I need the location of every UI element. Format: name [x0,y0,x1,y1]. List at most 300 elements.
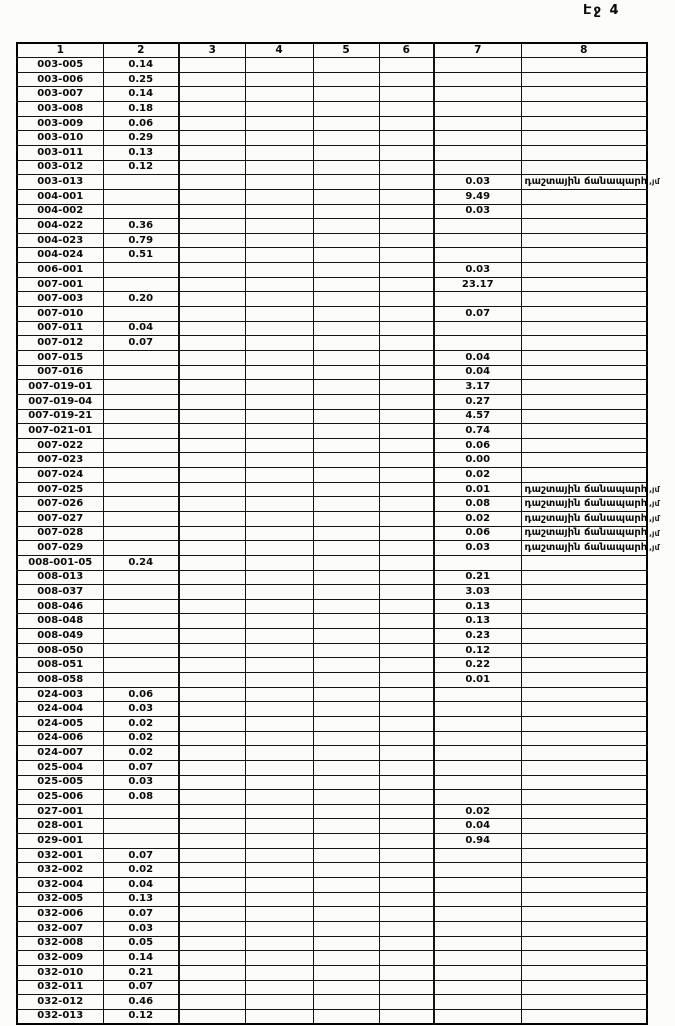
cell-col2: 0.14 [103,58,179,73]
cell-col7 [434,702,521,717]
cell-col6 [379,58,434,73]
cell-col2 [103,277,179,292]
cell-col7 [434,72,521,87]
cell-col1: 003-006 [17,72,103,87]
cell-col6 [379,263,434,278]
table-row [17,599,647,614]
cell-col2: 0.07 [103,980,179,995]
table-row [17,380,647,395]
table-row [17,643,647,658]
cell-col3 [179,585,245,600]
cell-col4 [245,614,313,629]
cell-col8 [521,570,647,585]
cell-col3 [179,965,245,980]
cell-col5 [313,394,379,409]
cell-col4 [245,716,313,731]
cell-col5 [313,980,379,995]
cell-col2 [103,365,179,380]
cell-col7 [434,760,521,775]
table-row [17,219,647,234]
cell-col1: 007-012 [17,336,103,351]
cell-col7 [434,995,521,1010]
cell-col8 [521,980,647,995]
cell-col2 [103,350,179,365]
cell-col4 [245,394,313,409]
cell-col4 [245,687,313,702]
cell-col3 [179,87,245,102]
table-row [17,336,647,351]
cell-col5 [313,921,379,936]
cell-col1: 008-001-05 [17,555,103,570]
cell-col7 [434,160,521,175]
cell-col4 [245,102,313,117]
column-header-3: 3 [179,43,245,58]
cell-col7: 0.13 [434,614,521,629]
cell-col7: 0.03 [434,541,521,556]
cell-col2 [103,204,179,219]
cell-col2 [103,673,179,688]
cell-col5 [313,892,379,907]
cell-col1: 007-015 [17,350,103,365]
cell-col4 [245,746,313,761]
cell-col6 [379,995,434,1010]
cell-col7 [434,145,521,160]
cell-col3 [179,907,245,922]
cell-col6 [379,687,434,702]
cell-col5 [313,716,379,731]
cell-col8 [521,307,647,322]
cell-col5 [313,438,379,453]
cell-col7 [434,775,521,790]
cell-col4 [245,834,313,849]
cell-col6 [379,102,434,117]
cell-col3 [179,790,245,805]
table-row [17,585,647,600]
cell-col8: դաշտային ճանապարհ ,յմ [521,512,647,527]
page-number-label: Էջ 4 [583,3,621,18]
cell-col5 [313,863,379,878]
cell-col1: 032-002 [17,863,103,878]
cell-col8 [521,892,647,907]
cell-col4 [245,526,313,541]
cell-col8 [521,804,647,819]
cell-col8 [521,160,647,175]
cell-col4 [245,512,313,527]
cell-col7: 0.04 [434,365,521,380]
table-row [17,658,647,673]
cell-col5 [313,907,379,922]
cell-col8 [521,760,647,775]
table-row [17,204,647,219]
cell-col5 [313,131,379,146]
table-row [17,453,647,468]
cell-col5 [313,673,379,688]
cell-col3 [179,629,245,644]
cell-col6 [379,878,434,893]
table-row [17,687,647,702]
cell-col5 [313,629,379,644]
cell-col2 [103,263,179,278]
cell-col7: 0.12 [434,643,521,658]
cell-col3 [179,951,245,966]
cell-col6 [379,160,434,175]
cell-col6 [379,526,434,541]
table-row [17,570,647,585]
cell-col6 [379,204,434,219]
cell-col6 [379,116,434,131]
cell-col2 [103,643,179,658]
cell-col1: 007-026 [17,497,103,512]
cell-col6 [379,921,434,936]
cell-col8 [521,936,647,951]
table-row [17,248,647,263]
cell-col3 [179,980,245,995]
column-header-1: 1 [17,43,103,58]
cell-col4 [245,72,313,87]
cell-col7: 0.02 [434,468,521,483]
cell-col2 [103,599,179,614]
cell-col8 [521,87,647,102]
cell-col5 [313,1009,379,1024]
cell-col2 [103,189,179,204]
cell-col2: 0.04 [103,321,179,336]
cell-col8 [521,233,647,248]
cell-col6 [379,453,434,468]
table-row [17,965,647,980]
cell-col8 [521,380,647,395]
cell-col3 [179,921,245,936]
cell-col5 [313,58,379,73]
cell-col7: 9.49 [434,189,521,204]
column-header-7: 7 [434,43,521,58]
cell-col7: 0.02 [434,512,521,527]
cell-col2: 0.02 [103,863,179,878]
cell-col8 [521,72,647,87]
cell-col5 [313,145,379,160]
cell-col7 [434,58,521,73]
cell-col7 [434,292,521,307]
cell-col3 [179,687,245,702]
table-row [17,175,647,190]
cell-col2 [103,585,179,600]
cell-col8 [521,585,647,600]
cell-col8 [521,731,647,746]
cell-col1: 007-010 [17,307,103,322]
cell-col1: 032-008 [17,936,103,951]
cell-col1: 003-009 [17,116,103,131]
cell-col6 [379,643,434,658]
cell-col3 [179,512,245,527]
cell-col7: 0.21 [434,570,521,585]
cell-col6 [379,292,434,307]
cell-col3 [179,204,245,219]
column-header-5: 5 [313,43,379,58]
cell-col4 [245,277,313,292]
cell-col4 [245,658,313,673]
cell-col5 [313,541,379,556]
cell-col3 [179,350,245,365]
cell-col3 [179,219,245,234]
cell-col1: 032-009 [17,951,103,966]
cell-col6 [379,321,434,336]
cell-col5 [313,775,379,790]
cell-col1: 025-006 [17,790,103,805]
cell-col6 [379,497,434,512]
cell-col6 [379,965,434,980]
cell-col8 [521,907,647,922]
cell-col8 [521,424,647,439]
cell-col2: 0.25 [103,72,179,87]
cell-col8 [521,746,647,761]
cell-col2: 0.05 [103,936,179,951]
cell-col7 [434,102,521,117]
cell-col8 [521,409,647,424]
cell-col2: 0.51 [103,248,179,263]
cell-col4 [245,248,313,263]
cell-col5 [313,219,379,234]
cell-col3 [179,277,245,292]
cell-col2: 0.02 [103,731,179,746]
cell-col6 [379,219,434,234]
cell-col6 [379,438,434,453]
cell-col2 [103,438,179,453]
cell-col8 [521,292,647,307]
cell-col7 [434,907,521,922]
cell-col8 [521,116,647,131]
cell-col5 [313,702,379,717]
cell-col4 [245,570,313,585]
cell-col8: դաշտային ճանապարհ ,յմ [521,497,647,512]
cell-col7: 0.13 [434,599,521,614]
table-row [17,394,647,409]
table-row [17,819,647,834]
cell-col4 [245,131,313,146]
table-row [17,365,647,380]
table-row [17,526,647,541]
overflow-text: ,յմ [649,543,660,553]
cell-col7 [434,863,521,878]
cell-col2: 0.03 [103,702,179,717]
overflow-text: ,յմ [649,499,660,509]
cell-col5 [313,189,379,204]
cell-col5 [313,175,379,190]
cell-col3 [179,643,245,658]
cell-col1: 007-016 [17,365,103,380]
cell-col1: 025-005 [17,775,103,790]
cell-col1: 008-037 [17,585,103,600]
cell-col2: 0.12 [103,160,179,175]
cell-col1: 007-011 [17,321,103,336]
cell-col8 [521,951,647,966]
cell-col2 [103,468,179,483]
cell-col7 [434,233,521,248]
cell-col7 [434,87,521,102]
cell-col5 [313,482,379,497]
cell-col8 [521,673,647,688]
cell-col6 [379,673,434,688]
cell-col2: 0.29 [103,131,179,146]
cell-col3 [179,760,245,775]
cell-col8 [521,453,647,468]
cell-col5 [313,307,379,322]
cell-col7 [434,848,521,863]
cell-col5 [313,102,379,117]
cell-col8 [521,438,647,453]
table-row [17,892,647,907]
cell-col6 [379,570,434,585]
cell-col2 [103,541,179,556]
cell-col5 [313,819,379,834]
cell-col2: 0.08 [103,790,179,805]
cell-col8 [521,687,647,702]
cell-col5 [313,453,379,468]
cell-col8: դաշտային ճանապարհ ,յմ [521,175,647,190]
cell-col5 [313,555,379,570]
cell-col7: 0.94 [434,834,521,849]
cell-col4 [245,804,313,819]
cell-col8 [521,863,647,878]
cell-col4 [245,189,313,204]
cell-col3 [179,541,245,556]
cell-col2 [103,834,179,849]
cell-col5 [313,570,379,585]
cell-col1: 007-025 [17,482,103,497]
cell-col6 [379,790,434,805]
cell-col1: 032-011 [17,980,103,995]
cell-col1: 007-019-01 [17,380,103,395]
cell-col3 [179,555,245,570]
overflow-text: ,յմ [649,484,660,494]
cell-col5 [313,350,379,365]
cell-col2 [103,497,179,512]
table-row [17,848,647,863]
table-row [17,438,647,453]
cell-col8: դաշտային ճանապարհ ,յմ [521,526,647,541]
cell-col5 [313,878,379,893]
cell-col5 [313,512,379,527]
cell-col3 [179,453,245,468]
table-row [17,790,647,805]
cell-col4 [245,497,313,512]
cell-col4 [245,878,313,893]
cell-col4 [245,424,313,439]
cell-col1: 004-024 [17,248,103,263]
cell-col8 [521,277,647,292]
table-row [17,72,647,87]
cell-col7 [434,892,521,907]
cell-col2 [103,175,179,190]
cell-col3 [179,307,245,322]
cell-col1: 032-010 [17,965,103,980]
table-row [17,102,647,117]
cell-col5 [313,336,379,351]
cell-col5 [313,760,379,775]
cell-col8 [521,263,647,278]
cell-col7 [434,731,521,746]
cell-col8 [521,321,647,336]
cell-col6 [379,233,434,248]
cell-col2 [103,424,179,439]
table-row [17,409,647,424]
cell-col3 [179,848,245,863]
cell-col2 [103,453,179,468]
cell-col1: 008-058 [17,673,103,688]
cell-col5 [313,468,379,483]
cell-col6 [379,307,434,322]
cell-col4 [245,160,313,175]
cell-col7 [434,936,521,951]
table-row [17,512,647,527]
cell-col5 [313,263,379,278]
cell-col3 [179,468,245,483]
cell-col4 [245,760,313,775]
cell-col4 [245,58,313,73]
cell-col5 [313,790,379,805]
cell-col5 [313,951,379,966]
cell-col3 [179,673,245,688]
cell-col4 [245,233,313,248]
cell-col8 [521,848,647,863]
table-row [17,936,647,951]
cell-col6 [379,336,434,351]
cell-col5 [313,380,379,395]
cell-col8 [521,394,647,409]
cell-col4 [245,585,313,600]
cell-col3 [179,292,245,307]
cell-col1: 003-012 [17,160,103,175]
table-row [17,673,647,688]
cell-col2: 0.07 [103,848,179,863]
cell-col4 [245,219,313,234]
cell-col4 [245,482,313,497]
cell-col5 [313,526,379,541]
cell-col4 [245,848,313,863]
cell-col1: 007-003 [17,292,103,307]
cell-col3 [179,380,245,395]
cell-col4 [245,365,313,380]
cell-col6 [379,629,434,644]
cell-col4 [245,263,313,278]
cell-col1: 032-007 [17,921,103,936]
cell-col4 [245,599,313,614]
cell-col3 [179,116,245,131]
cell-col7 [434,965,521,980]
cell-col4 [245,380,313,395]
cell-col6 [379,585,434,600]
cell-col2 [103,512,179,527]
cell-col3 [179,365,245,380]
cell-col3 [179,878,245,893]
cell-col6 [379,512,434,527]
cell-col5 [313,965,379,980]
cell-col1: 032-004 [17,878,103,893]
table-row [17,921,647,936]
cell-col1: 003-007 [17,87,103,102]
cell-col7: 0.01 [434,673,521,688]
cell-col7: 0.04 [434,819,521,834]
cell-col4 [245,731,313,746]
cell-col3 [179,438,245,453]
cell-col1: 007-029 [17,541,103,556]
cell-col3 [179,102,245,117]
cell-col4 [245,307,313,322]
cell-col6 [379,468,434,483]
cell-col3 [179,233,245,248]
cell-col6 [379,702,434,717]
cell-col1: 029-001 [17,834,103,849]
cell-col4 [245,673,313,688]
cell-col1: 032-005 [17,892,103,907]
